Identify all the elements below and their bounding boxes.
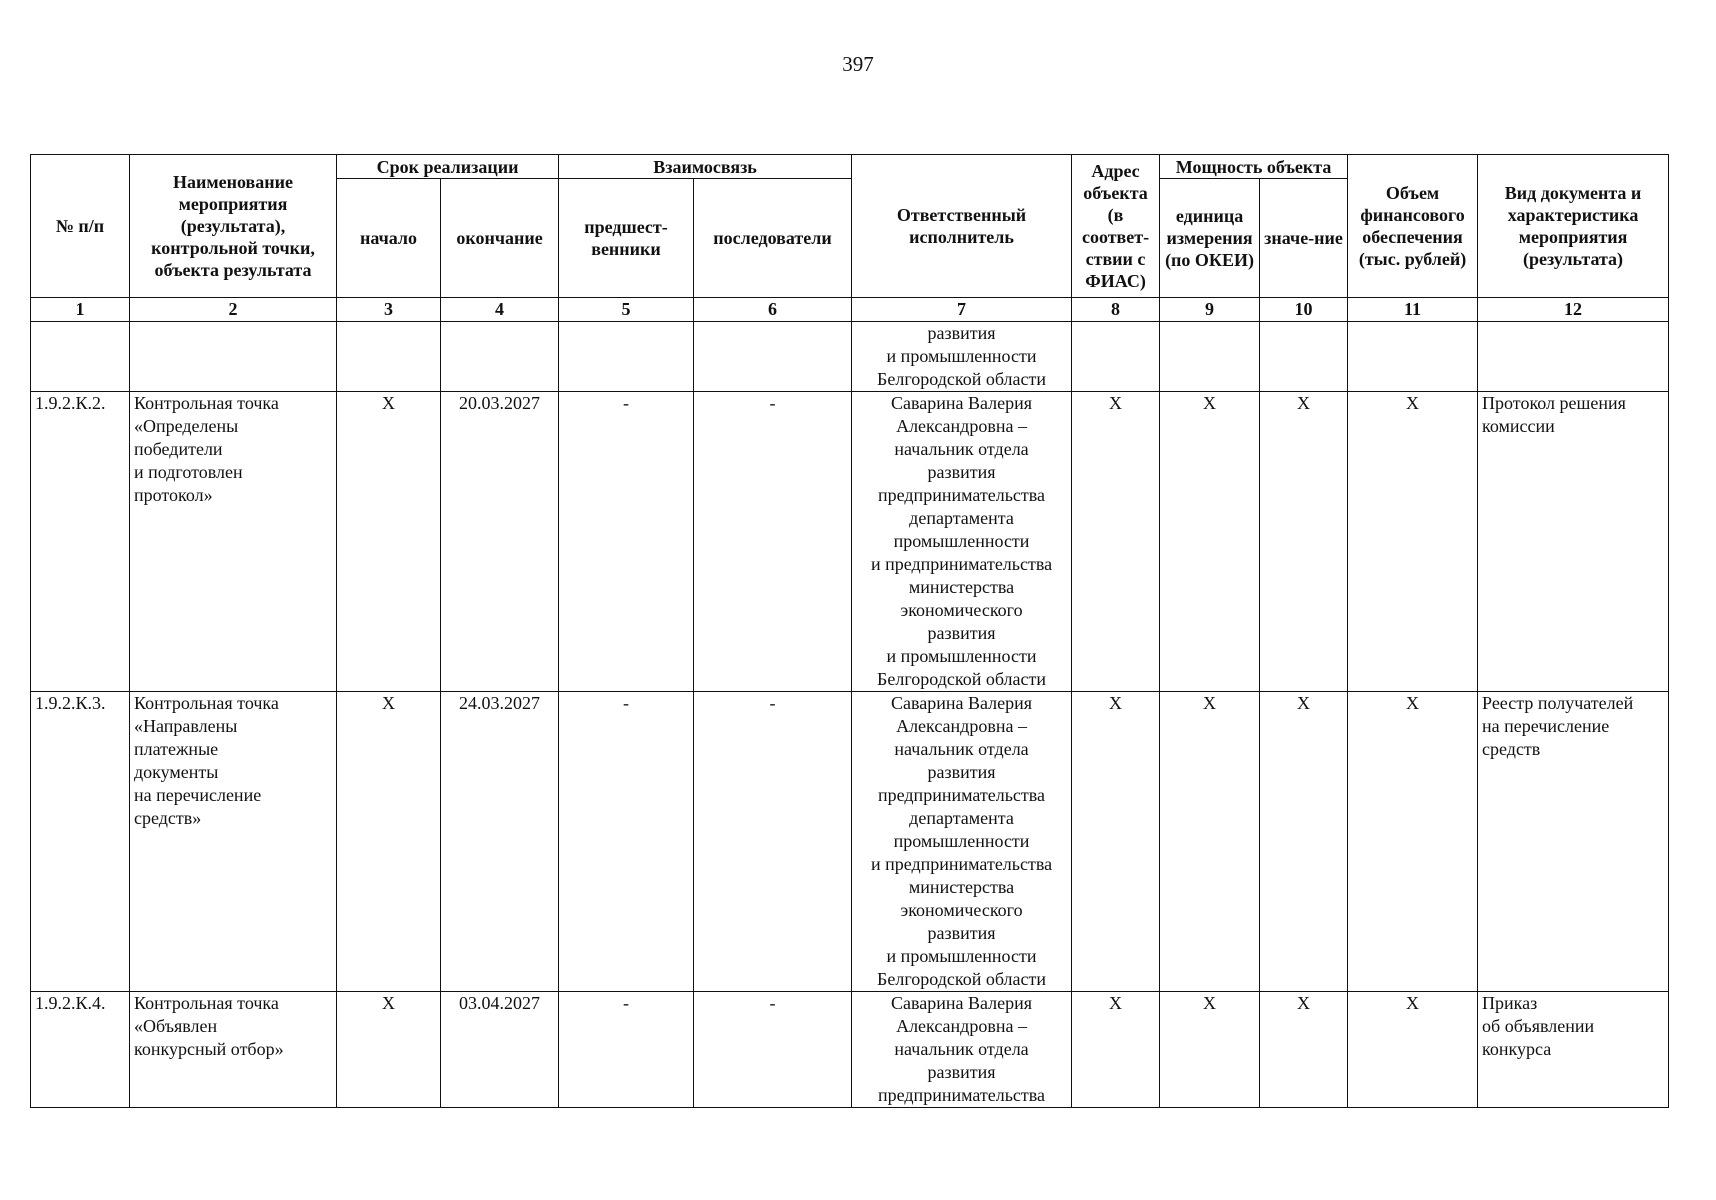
responsible-line: Саварина Валерия bbox=[891, 393, 1033, 413]
row-name bbox=[130, 392, 337, 692]
responsible-line: министерства bbox=[908, 577, 1015, 597]
responsible-line: Белгородской области bbox=[877, 969, 1047, 989]
link-prev: - bbox=[559, 992, 694, 1108]
column-number: 6 bbox=[694, 298, 852, 322]
document-line: средств bbox=[1482, 739, 1541, 759]
responsible-line: Александровна – bbox=[896, 716, 1027, 736]
empty-cell bbox=[1160, 322, 1260, 392]
name-line: победители bbox=[134, 439, 223, 459]
empty-cell bbox=[1478, 322, 1669, 392]
name-line: Контрольная точка bbox=[134, 693, 279, 713]
header-term-group: Срок реализации bbox=[337, 155, 559, 179]
name-line: конкурсный отбор» bbox=[134, 1039, 284, 1059]
document-line: Приказ bbox=[1482, 993, 1538, 1013]
column-number: 3 bbox=[337, 298, 441, 322]
capacity-value: X bbox=[1260, 392, 1348, 692]
row-number: 1.9.2.К.2. bbox=[31, 392, 130, 692]
responsible-line: промышленности bbox=[893, 831, 1030, 851]
capacity-value: X bbox=[1260, 992, 1348, 1108]
header-term-end: окончание bbox=[441, 179, 559, 298]
responsible-line: и предпринимательства bbox=[870, 554, 1053, 574]
column-number: 9 bbox=[1160, 298, 1260, 322]
term-end: 24.03.2027 bbox=[441, 692, 559, 992]
column-number: 8 bbox=[1072, 298, 1160, 322]
term-start: X bbox=[337, 392, 441, 692]
responsible-line: развития bbox=[927, 923, 996, 943]
empty-cell bbox=[694, 322, 852, 392]
responsible-cell bbox=[852, 692, 1072, 992]
name-line: документы bbox=[134, 762, 219, 782]
document-line: конкурса bbox=[1482, 1039, 1552, 1059]
responsible-line: департамента bbox=[909, 808, 1014, 828]
column-number: 1 bbox=[31, 298, 130, 322]
responsible-line: развития bbox=[927, 1062, 996, 1082]
responsible-line: Белгородской области bbox=[877, 669, 1047, 689]
name-line: протокол» bbox=[134, 485, 213, 505]
responsible-line: Белгородской области bbox=[877, 369, 1047, 389]
funding: X bbox=[1348, 992, 1478, 1108]
column-number: 4 bbox=[441, 298, 559, 322]
responsible-line: начальник отдела bbox=[894, 439, 1029, 459]
name-line: Контрольная точка bbox=[134, 393, 279, 413]
document-cell bbox=[1478, 692, 1669, 992]
row-name bbox=[130, 692, 337, 992]
responsible-line: предпринимательства bbox=[878, 485, 1046, 505]
column-number: 2 bbox=[130, 298, 337, 322]
header-term-start: начало bbox=[337, 179, 441, 298]
address: X bbox=[1072, 692, 1160, 992]
responsible-line: развития bbox=[927, 323, 996, 343]
column-number: 7 bbox=[852, 298, 1072, 322]
responsible-line: начальник отдела bbox=[894, 739, 1029, 759]
funding: X bbox=[1348, 392, 1478, 692]
table-row bbox=[31, 692, 1669, 992]
responsible-line: экономического bbox=[900, 900, 1023, 920]
responsible-line: экономического bbox=[900, 600, 1023, 620]
term-start: X bbox=[337, 992, 441, 1108]
responsible-cell bbox=[852, 392, 1072, 692]
header-link-group: Взаимосвязь bbox=[559, 155, 852, 179]
responsible-line: промышленности bbox=[893, 531, 1030, 551]
responsible-line: департамента bbox=[909, 508, 1014, 528]
plan-table bbox=[30, 154, 1669, 1108]
header-document: Вид документа и характеристика мероприятия (результата) bbox=[1478, 155, 1669, 298]
empty-cell bbox=[130, 322, 337, 392]
column-numbers-row bbox=[31, 298, 1669, 322]
empty-cell bbox=[337, 322, 441, 392]
page-number: 397 bbox=[842, 52, 874, 76]
address: X bbox=[1072, 392, 1160, 692]
term-end: 03.04.2027 bbox=[441, 992, 559, 1108]
link-prev: - bbox=[559, 692, 694, 992]
responsible-line: Александровна – bbox=[896, 1016, 1027, 1036]
document-line: комиссии bbox=[1482, 416, 1555, 436]
responsible-cell bbox=[852, 322, 1072, 392]
document-line: Протокол решения bbox=[1482, 393, 1626, 413]
name-line: средств» bbox=[134, 808, 202, 828]
name-line: на перечисление bbox=[134, 785, 262, 805]
table-row bbox=[31, 992, 1669, 1108]
header-link-prev: предшест-венники bbox=[559, 179, 694, 298]
responsible-line: развития bbox=[927, 462, 996, 482]
term-start: X bbox=[337, 692, 441, 992]
column-number: 10 bbox=[1260, 298, 1348, 322]
funding: X bbox=[1348, 692, 1478, 992]
capacity-unit: X bbox=[1160, 992, 1260, 1108]
empty-cell bbox=[1072, 322, 1160, 392]
capacity-unit: X bbox=[1160, 692, 1260, 992]
responsible-cell bbox=[852, 992, 1072, 1108]
term-end: 20.03.2027 bbox=[441, 392, 559, 692]
document-line: об объявлении bbox=[1482, 1016, 1595, 1036]
responsible-line: развития bbox=[927, 623, 996, 643]
header-unit: единица измерения (по ОКЕИ) bbox=[1160, 179, 1260, 298]
link-prev: - bbox=[559, 392, 694, 692]
header-name: Наименование мероприятия (результата), контрольной точки, объекта результата bbox=[130, 155, 337, 298]
row-number: 1.9.2.К.3. bbox=[31, 692, 130, 992]
table-row bbox=[31, 392, 1669, 692]
column-number: 12 bbox=[1478, 298, 1669, 322]
address: X bbox=[1072, 992, 1160, 1108]
header-value: значе-ние bbox=[1260, 179, 1348, 298]
capacity-value: X bbox=[1260, 692, 1348, 992]
empty-cell bbox=[441, 322, 559, 392]
column-number: 11 bbox=[1348, 298, 1478, 322]
responsible-line: начальник отдела bbox=[894, 1039, 1029, 1059]
link-next: - bbox=[694, 992, 852, 1108]
empty-cell bbox=[1348, 322, 1478, 392]
responsible-line: предпринимательства bbox=[878, 785, 1046, 805]
name-line: и подготовлен bbox=[134, 462, 243, 482]
name-line: «Направлены bbox=[134, 716, 238, 736]
name-line: «Объявлен bbox=[134, 1016, 218, 1036]
empty-cell bbox=[1260, 322, 1348, 392]
continuation-row bbox=[31, 322, 1669, 392]
document-line: на перечисление bbox=[1482, 716, 1610, 736]
responsible-line: и промышленности bbox=[886, 946, 1037, 966]
header-responsible: Ответственный исполнитель bbox=[852, 155, 1072, 298]
responsible-line: предпринимательства bbox=[878, 1085, 1046, 1105]
header-address: Адрес объекта (в соответ-ствии с ФИАС) bbox=[1072, 155, 1160, 298]
document-cell bbox=[1478, 992, 1669, 1108]
row-name bbox=[130, 992, 337, 1108]
header-funding: Объем финансового обеспечения (тыс. рублей) bbox=[1348, 155, 1478, 298]
responsible-line: Саварина Валерия bbox=[891, 693, 1033, 713]
link-next: - bbox=[694, 392, 852, 692]
responsible-line: и предпринимательства bbox=[870, 854, 1053, 874]
column-number: 5 bbox=[559, 298, 694, 322]
name-line: «Определены bbox=[134, 416, 239, 436]
header-capacity-group: Мощность объекта bbox=[1160, 155, 1348, 179]
responsible-line: и промышленности bbox=[886, 346, 1037, 366]
empty-cell bbox=[31, 322, 130, 392]
document-line: Реестр получателей bbox=[1482, 693, 1634, 713]
responsible-line: развития bbox=[927, 762, 996, 782]
header-num: № п/п bbox=[31, 155, 130, 298]
row-number: 1.9.2.К.4. bbox=[31, 992, 130, 1108]
name-line: платежные bbox=[134, 739, 219, 759]
empty-cell bbox=[559, 322, 694, 392]
responsible-line: Александровна – bbox=[896, 416, 1027, 436]
header-link-next: последователи bbox=[694, 179, 852, 298]
link-next: - bbox=[694, 692, 852, 992]
responsible-line: Саварина Валерия bbox=[891, 993, 1033, 1013]
responsible-line: и промышленности bbox=[886, 646, 1037, 666]
document-cell bbox=[1478, 392, 1669, 692]
capacity-unit: X bbox=[1160, 392, 1260, 692]
name-line: Контрольная точка bbox=[134, 993, 279, 1013]
responsible-line: министерства bbox=[908, 877, 1015, 897]
